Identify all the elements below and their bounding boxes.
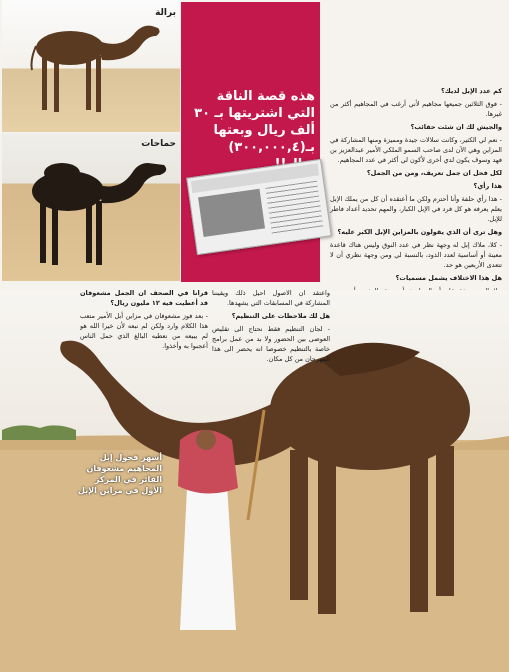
question: قرأنا في الصحف ان الجمل مشعوفان قد أعطيت فيه ١٢ مليون ريال؟ [80,290,208,307]
answer: - نعم لي الكثير، وكانت سلالات جيدة ومميزة ومنها المشاركة في المزاين وهي الآن لدى صاحب السمو الملكي الأمير عبدالعزيز بن فهد وسوف يكون لدي أخرى لأكون لي أكثر في عدد المجاهيم. [330,136,502,164]
photo-caption: أشهر فحول إبل المجاهيم مشعوفان الفائز في المركز الأول في مزاين الإبل [77,453,162,495]
question: لكل فحل ان جمل تعريف، ومن من الجمل؟ [366,169,502,177]
clipping-photo [198,189,265,237]
question: هذا رأي؟ [473,182,502,190]
answer: - فوق الثلاثين جميعها مجاهيم لأني أرغب في المجاهيم أكثر من غيرها. [330,100,502,118]
paragraph: واعتقد ان الأصول أحيل ذلك ويقيننا المشاركة في المسابقات التي يشهدها. [212,290,330,307]
answer: - كلا، ملاك إبل له وجهة نظر في عدد النوق وليس هناك قاعدة معينة أو أساسية لعدد الذود، بالنسبة لي ومن وجهة نظري أن لا تتعدى الأربعين هو حد. [330,241,502,269]
caption-top: برالة [155,8,176,18]
answer: - هذا رأي حلفة وأنا أحترم ولكن ما أعتقده أن كل من يملك الإبل يعلم يعرفه هو كل فرد في الإبل الكبار، والمهم تحديد أعداد فاطر للإبل. [330,195,502,223]
question: كم عدد الإبل لديك؟ [441,87,502,95]
question: هل لك ملاحظات على التنظيم؟ [231,312,330,320]
camel-silhouette-middle [2,133,180,281]
article-column-left [80,290,208,372]
camel-photo-middle [2,133,180,281]
caption-middle: حماحات [141,139,176,149]
clipping-text-lines [265,181,323,236]
question: والجيش لك ان شئت حقائب؟ [410,123,502,131]
article-column-middle [212,290,330,372]
answer: - لجان التنظيم فقط نحتاج الى تقليص العوضى بين الحضور ولا بد من عمل برامج خاصة بالتنظيم خصوصا انه يحضر الى هذا المهرجان من كل مكان. [212,325,330,363]
camel-silhouette-top [2,0,180,132]
answer: - بعد فوز مشعوفان في مزاين أبل الأمير متعب هذا الكلام وارد ولكن لم نبعه لأن خيرا الله هو لم يبيعه من نعطيه البالغ الذي حمل الناس أعجبوا به وأخذوا. [80,312,208,350]
article-headline: هذه قصة الناقة التي اشتريتها بـ ٣٠ ألف ريال وبعتها بـ(٣٠٠,٠٠٠,٤) [194,89,315,155]
camel-photo-top [2,0,180,132]
question: وهل ترى أن الذي يقولون بالمزاين الإبل الكبر عليه؟ [337,228,502,236]
question: هل هذا الاختلاف يشمل مسميات؟ [395,274,502,282]
